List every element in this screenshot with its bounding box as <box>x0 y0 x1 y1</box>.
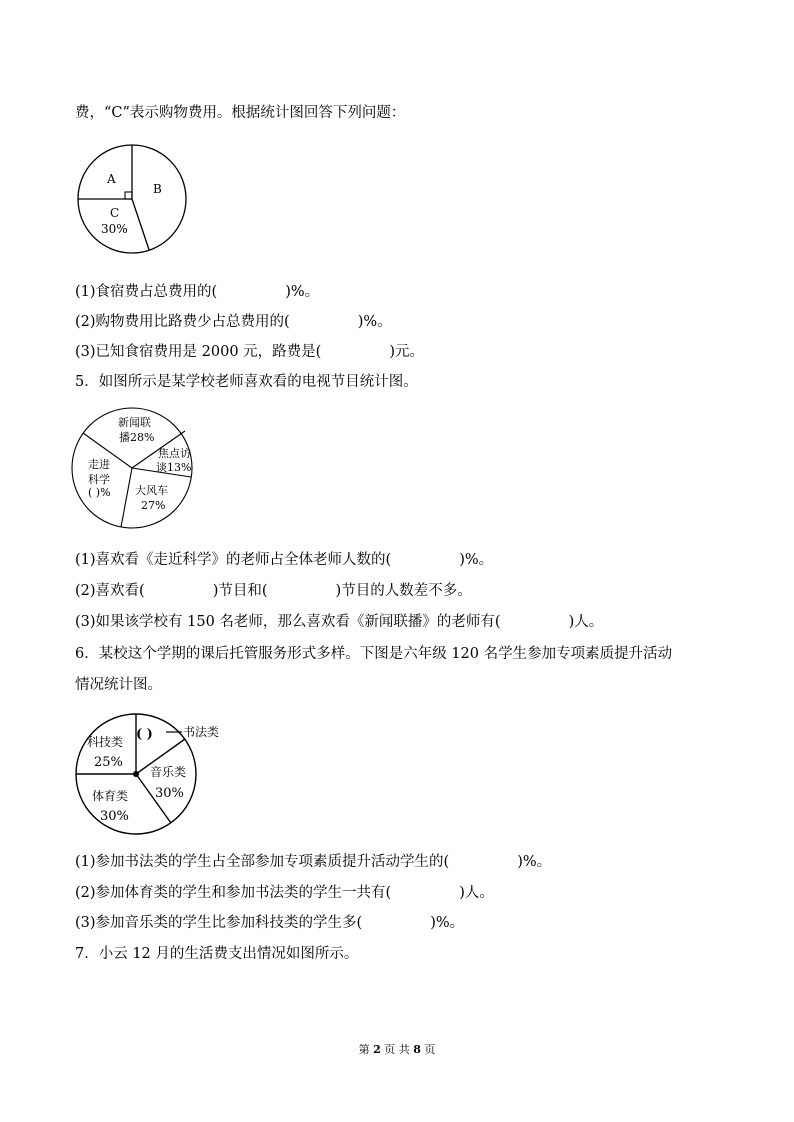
q5-sub3 <box>75 612 603 632</box>
q6-title-line2: 情况统计图。 <box>75 677 162 693</box>
q5-title: 5．如图所示是某学校老师喜欢看的电视节目统计图。 <box>75 374 418 390</box>
slice-label-science-2: 科学 <box>88 473 110 486</box>
slice-label-science: 走进 <box>88 458 110 471</box>
q5-sub2-mid: )节目和( <box>212 583 268 599</box>
q6-sub2 <box>75 883 494 903</box>
slice-label-science-percent: ( )% <box>88 486 111 499</box>
footer-pre: 第 <box>358 1043 374 1056</box>
slice-label-c-percent: 30% <box>101 222 128 236</box>
q5-sub2-tail: )节目的人数差不多。 <box>335 583 472 599</box>
slice-label-b: B <box>153 182 162 196</box>
q4-sub2-tail: )%。 <box>357 314 392 330</box>
pie-center-dot <box>133 771 139 777</box>
q4-sub3 <box>75 342 424 362</box>
q4-sub2-text: (2)购物费用比路费少占总费用的( <box>75 314 290 330</box>
right-angle-mark <box>125 192 132 199</box>
slice-label-news-percent: 播28% <box>119 431 155 444</box>
slice-label-music-percent: 30% <box>155 786 184 801</box>
slice-label-tech: 科技类 <box>87 735 124 749</box>
intro-text: 费，“C”表示购物费用。根据统计图回答下列问题： <box>75 105 406 121</box>
q6-sub1 <box>75 852 551 872</box>
slice-label-calligraphy: 书法类 <box>183 725 220 739</box>
slice-label-c: C <box>110 206 120 220</box>
activity-pie-chart <box>70 710 240 838</box>
slice-label-calligraphy-blank: ( ) <box>136 727 153 742</box>
q6-sub2-text: (2)参加体育类的学生和参加书法类的学生一共有( <box>75 885 392 901</box>
q6-title-line1: 6．某校这个学期的课后托管服务形式多样。下图是六年级 120 名学生参加专项素质提升活动 <box>75 646 673 662</box>
q6-sub1-tail: )%。 <box>517 854 552 870</box>
slice-label-sports: 体育类 <box>92 789 129 803</box>
q5-sub3-text: (3)如果该学校有 150 名老师，那么喜欢看《新闻联播》的老师有( <box>75 614 501 630</box>
slice-label-wind: 大风车 <box>135 484 168 497</box>
slice-label-news: 新闻联 <box>118 416 151 429</box>
footer-total-pages: 8 <box>413 1043 421 1056</box>
page-footer <box>0 1043 794 1057</box>
slice-label-focus: 焦点访 <box>158 447 191 460</box>
footer-mid: 页 共 <box>380 1043 414 1056</box>
q7-title: 7．小云 12 月的生活费支出情况如图所示。 <box>75 946 359 962</box>
q6-sub3-text: (3)参加音乐类的学生比参加科技类的学生多( <box>75 915 363 931</box>
slice-label-music: 音乐类 <box>150 765 187 779</box>
slice-label-focus-percent: 谈13% <box>156 461 192 474</box>
tv-program-pie-chart <box>70 404 204 532</box>
q4-sub1-text: (1)食宿费占总费用的( <box>75 284 218 300</box>
q5-sub2-text: (2)喜欢看( <box>75 583 145 599</box>
footer-post: 页 <box>420 1043 436 1056</box>
q4-sub2 <box>75 312 392 332</box>
q4-sub1-tail: )%。 <box>285 284 320 300</box>
q5-sub2 <box>75 581 472 601</box>
q6-sub1-text: (1)参加书法类的学生占全部参加专项素质提升活动学生的( <box>75 854 450 870</box>
q5-sub3-tail: )人。 <box>568 614 604 630</box>
pie-divider-bottom <box>132 199 149 251</box>
footer-page-number: 2 <box>373 1043 381 1056</box>
q4-sub3-text: (3)已知食宿费用是 2000 元，路费是( <box>75 344 322 360</box>
slice-label-wind-percent: 27% <box>141 499 166 512</box>
q5-sub1-tail: )%。 <box>459 552 494 568</box>
q6-sub3 <box>75 913 464 933</box>
pie-divider <box>121 468 132 527</box>
q6-sub3-tail: )%。 <box>430 915 465 931</box>
q6-sub2-tail: )人。 <box>459 885 494 901</box>
slice-label-a: A <box>107 172 116 186</box>
slice-label-sports-percent: 30% <box>100 809 129 824</box>
q5-sub1-text: (1)喜欢看《走近科学》的老师占全体老师人数的( <box>75 552 392 568</box>
q4-sub3-tail: )元。 <box>389 344 424 360</box>
slice-label-tech-percent: 25% <box>94 755 123 770</box>
q5-sub1 <box>75 550 493 570</box>
q4-sub1 <box>75 282 319 302</box>
expense-pie-chart <box>70 138 200 262</box>
